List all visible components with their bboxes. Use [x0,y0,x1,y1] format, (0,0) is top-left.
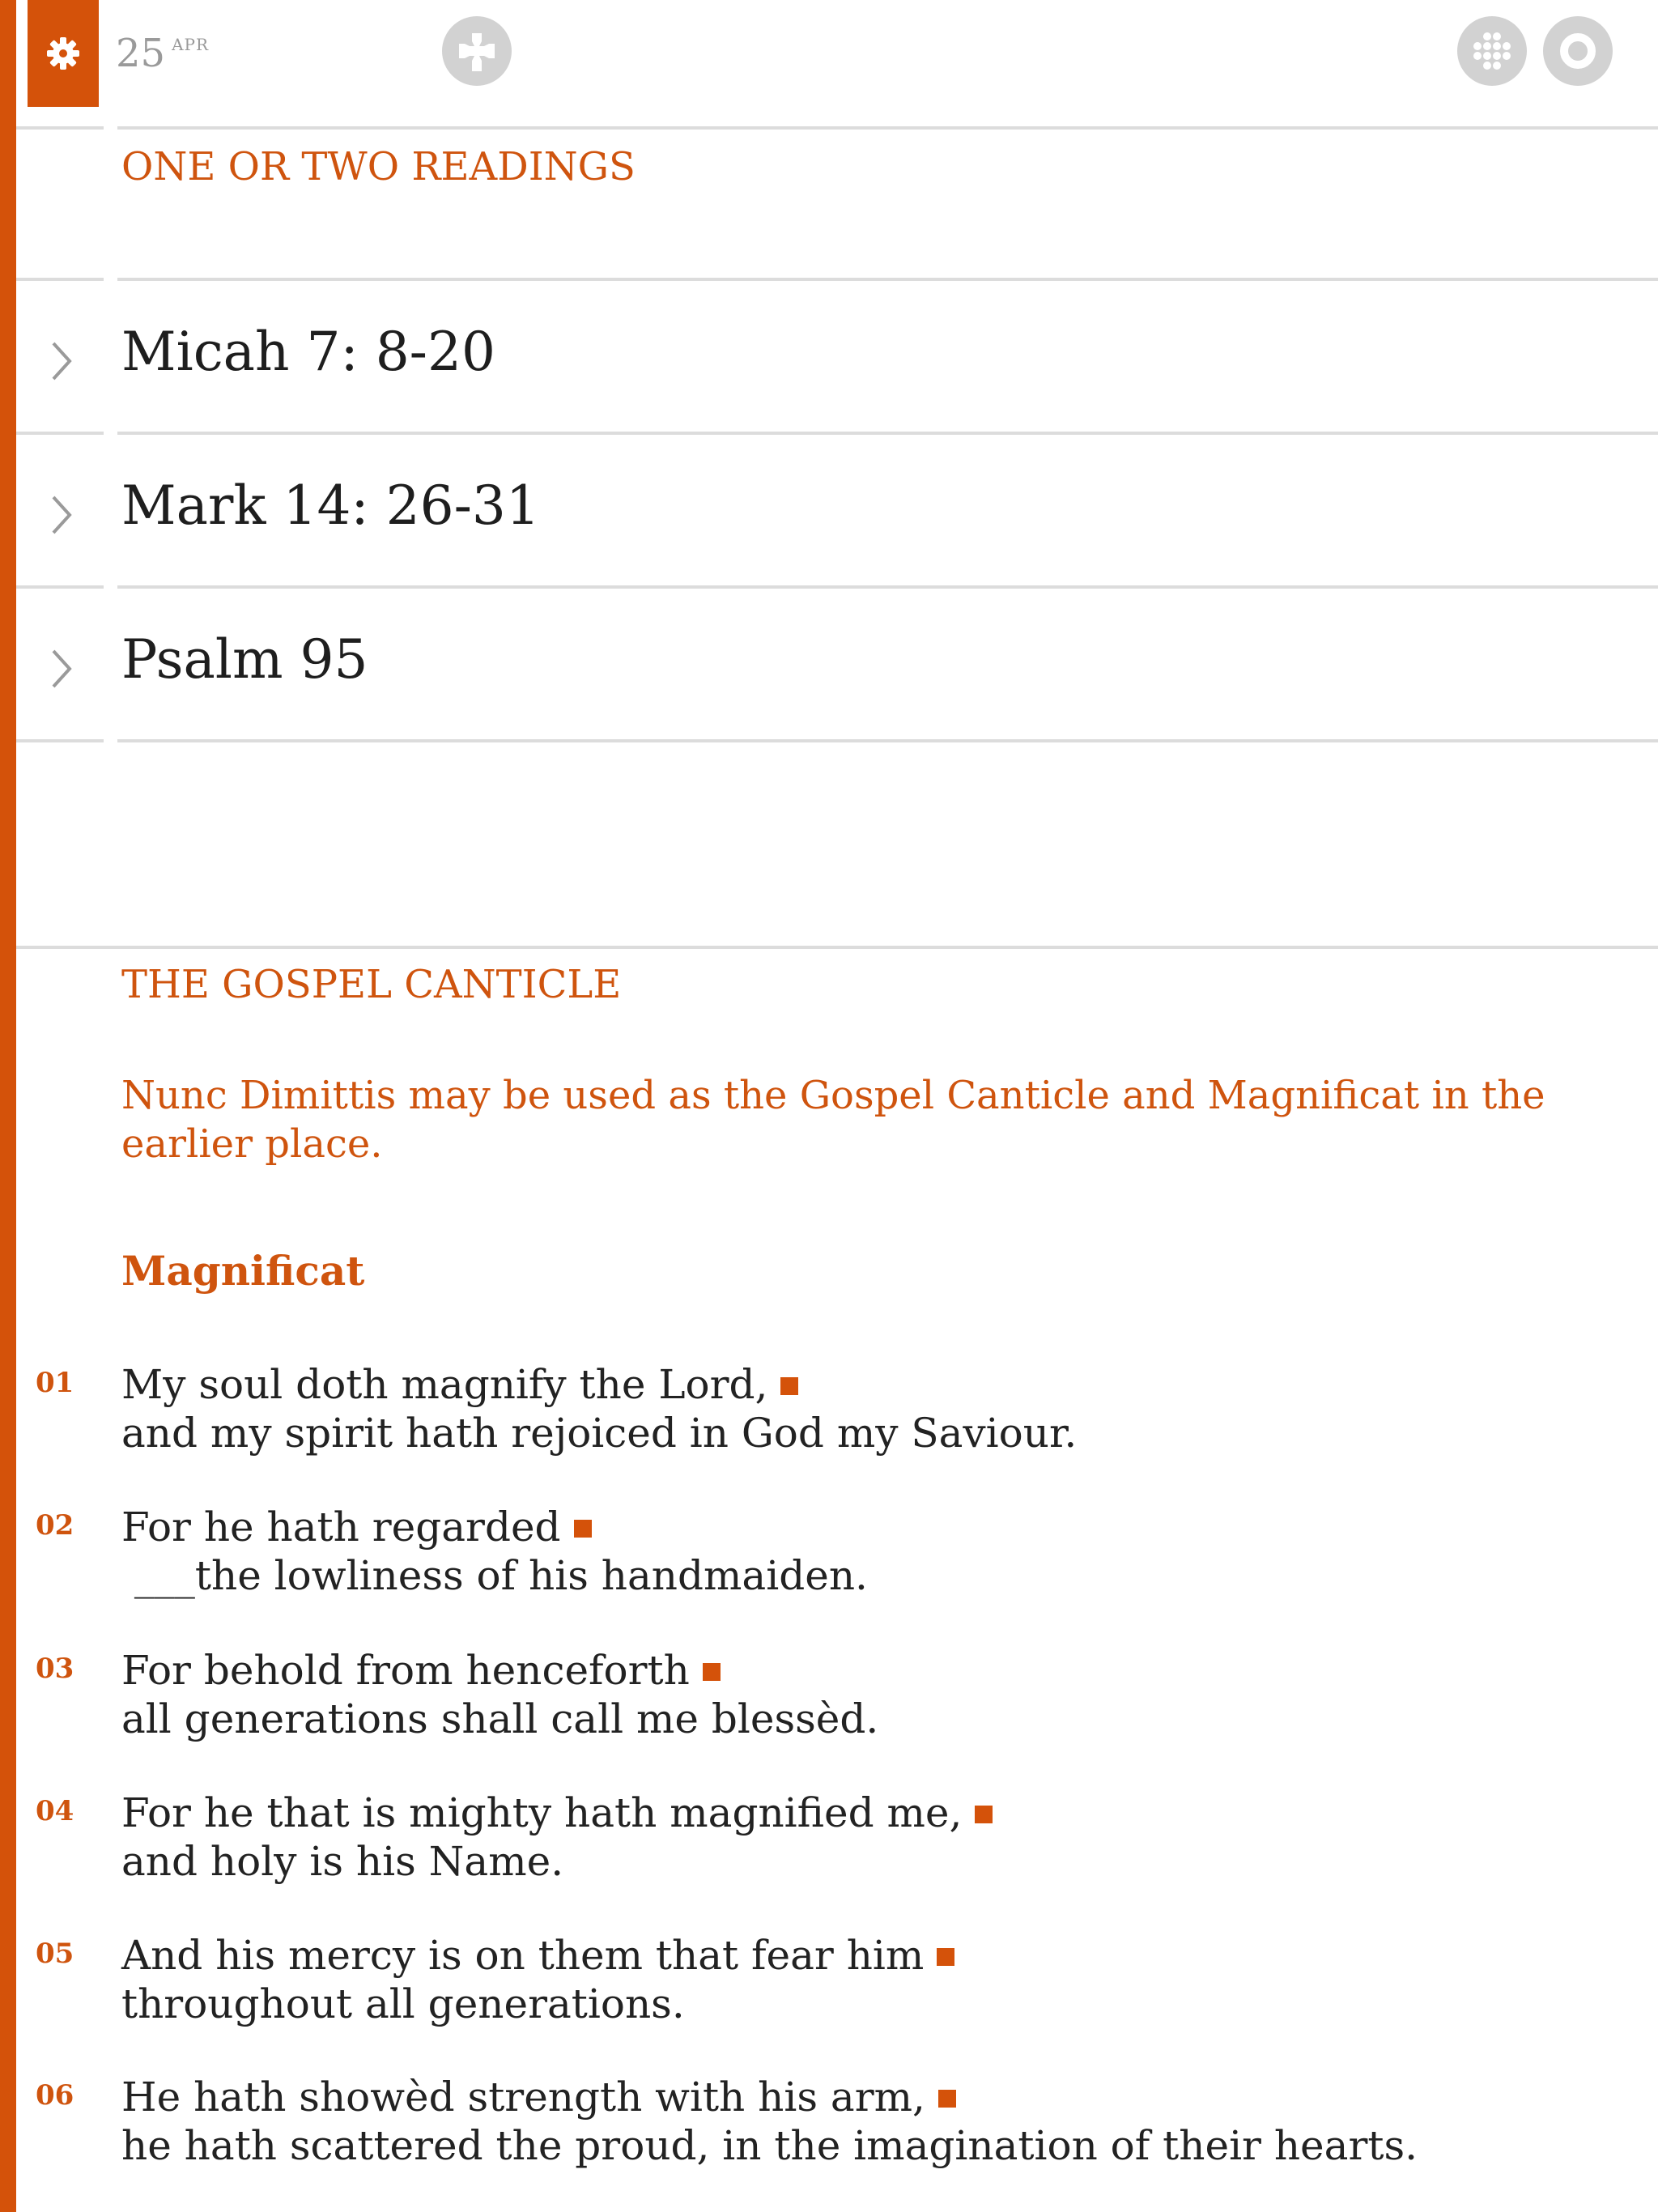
pause-mark-icon [975,1806,993,1823]
verse-line-2: throughout all generations. [121,1980,685,2027]
divider [16,432,104,435]
circle-icon [1558,31,1598,71]
pause-mark-icon [937,1948,954,1966]
canticle-heading: THE GOSPEL CANTICLE [121,962,622,1007]
divider [16,946,1658,949]
grid-menu-button[interactable] [1457,16,1527,86]
pause-mark-icon [703,1663,721,1681]
divider [16,126,104,130]
settings-button[interactable] [28,0,99,107]
chevron-right-icon [47,646,76,691]
divider [16,585,104,589]
verse-number: 01 [36,1367,74,1399]
divider [16,278,104,281]
verse-line-2: and my spirit hath rejoiced in God my Saviour. [121,1410,1078,1457]
accent-sidebar [0,0,16,2212]
verse-line-2: ___the lowliness of his handmaiden. [121,1552,868,1599]
verse-number: 02 [36,1509,74,1542]
divider [117,432,1658,435]
verse-line-1: My soul doth magnify the Lord, [121,1361,768,1408]
verse-line-2: he hath scattered the proud, in the imagination of their hearts. [121,2122,1418,2169]
cross-button[interactable] [442,16,512,86]
verse-number: 05 [36,1938,74,1970]
reading-label: Psalm 95 [121,628,368,691]
date-month: APR [172,35,210,54]
pause-mark-icon [780,1377,798,1395]
verse-line-1: For he that is mighty hath magnified me, [121,1789,963,1836]
canticle-note: Nunc Dimittis may be used as the Gospel Canticle and Magnificat in the earlier place. [121,1073,1545,1167]
divider [117,278,1658,281]
divider [117,585,1658,589]
verse-line-1: For behold from henceforth [121,1647,690,1694]
divider [117,126,1658,130]
verse-line-1: For he hath regarded [121,1504,561,1551]
divider [117,739,1658,742]
chevron-right-icon [47,338,76,384]
canticle-title: Magnificat [121,1247,365,1295]
gear-icon [45,36,81,71]
dots-grid-icon [1471,30,1513,72]
divider [16,739,104,742]
verse-line-1: He hath showèd strength with his arm, [121,2074,925,2121]
verse-number: 04 [36,1795,74,1827]
pause-mark-icon [938,2090,956,2108]
reading-label: Micah 7: 8-20 [121,321,495,383]
verse-number: 06 [36,2079,74,2112]
chevron-right-icon [47,492,76,538]
cross-icon [457,31,497,71]
verse-number: 03 [36,1653,74,1685]
pause-mark-icon [574,1520,592,1538]
verse-line-2: all generations shall call me blessèd. [121,1695,879,1742]
readings-heading: ONE OR TWO READINGS [121,144,636,189]
date-day: 25 [116,31,166,76]
date-display[interactable] [116,31,209,76]
ring-button[interactable] [1543,16,1613,86]
verse-line-2: and holy is his Name. [121,1838,564,1885]
verse-line-1: And his mercy is on them that fear him [121,1932,925,1979]
reading-label: Mark 14: 26-31 [121,474,540,537]
